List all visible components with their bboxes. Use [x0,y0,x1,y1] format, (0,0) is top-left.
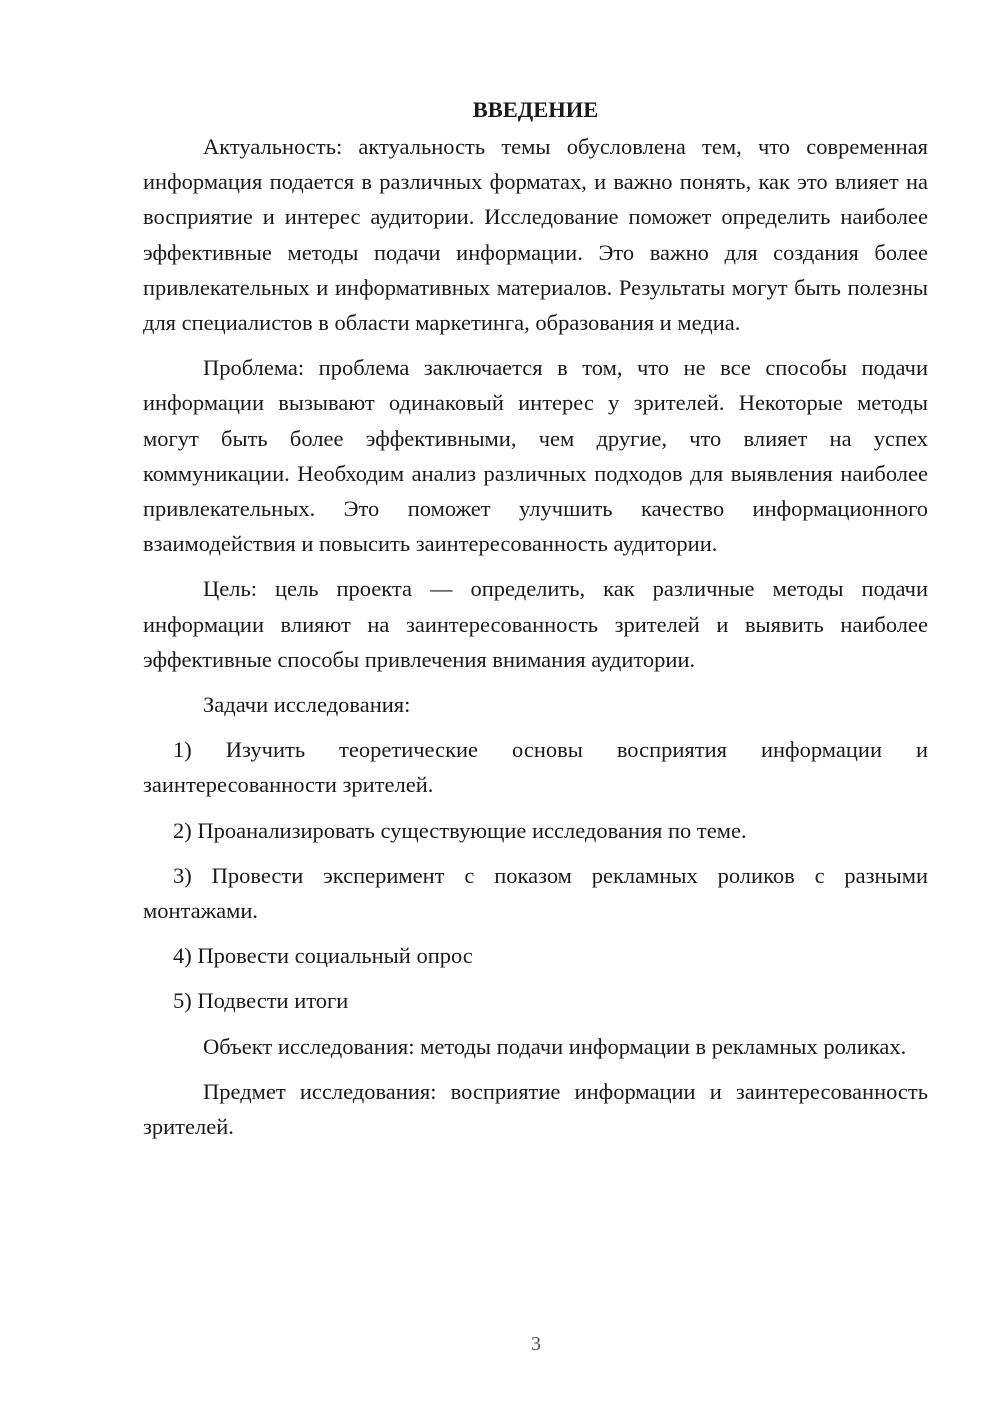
list-item: 4) Провести социальный опрос [173,943,473,969]
subject-paragraph: Предмет исследования: восприятие информации и заинтересованность зрителей. [143,1078,928,1140]
page-title: ВВЕДЕНИЕ [472,97,599,122]
goal-paragraph: Цель: цель проекта — определить, как различные методы подачи информации влияют на заинтересованность зрителей и выявить наиболее эффективные способы привлечения внимания аудитории. [143,576,928,672]
list-item: 2) Проанализировать существующие исследования по теме. [173,817,747,843]
list-item: 1) Изучить теоретические основы восприятия информации и заинтересованности зрителей. [143,737,928,798]
list-item: 5) Подвести итоги [173,988,349,1014]
tasks-list [143,732,928,1018]
document-page [143,92,928,1154]
list-item: 3) Провести эксперимент с показом рекламных роликов с разными монтажами. [143,862,928,924]
problem-paragraph: Проблема: проблема заключается в том, что не все способы подачи информации вызывают одинаковый интерес у зрителей. Некоторые методы могут быть более эффективными, чем другие, что влияет на успех коммуникации. Необходим анализ различных подходов для выявления наиболее привлекательных. Это поможет улучшить качество информационного взаимодействия и повысить заинтересованность аудитории. [143,355,928,557]
tasks-heading: Задачи исследования: [203,692,411,718]
page-number: 3 [531,1333,541,1355]
relevance-paragraph: Актуальность: актуальность темы обусловлена тем, что современная информация подается в различных форматах, и важно понять, как это влияет на восприятие и интерес аудитории. Исследование поможет определить наиболее эффективные методы подачи информации. Это важно для создания более привлекательных и информативных материалов. Результаты могут быть полезны для специалистов в области маркетинга, образования и медиа. [143,134,928,336]
object-paragraph: Объект исследования: методы подачи информации в рекламных роликах. [203,1033,907,1059]
